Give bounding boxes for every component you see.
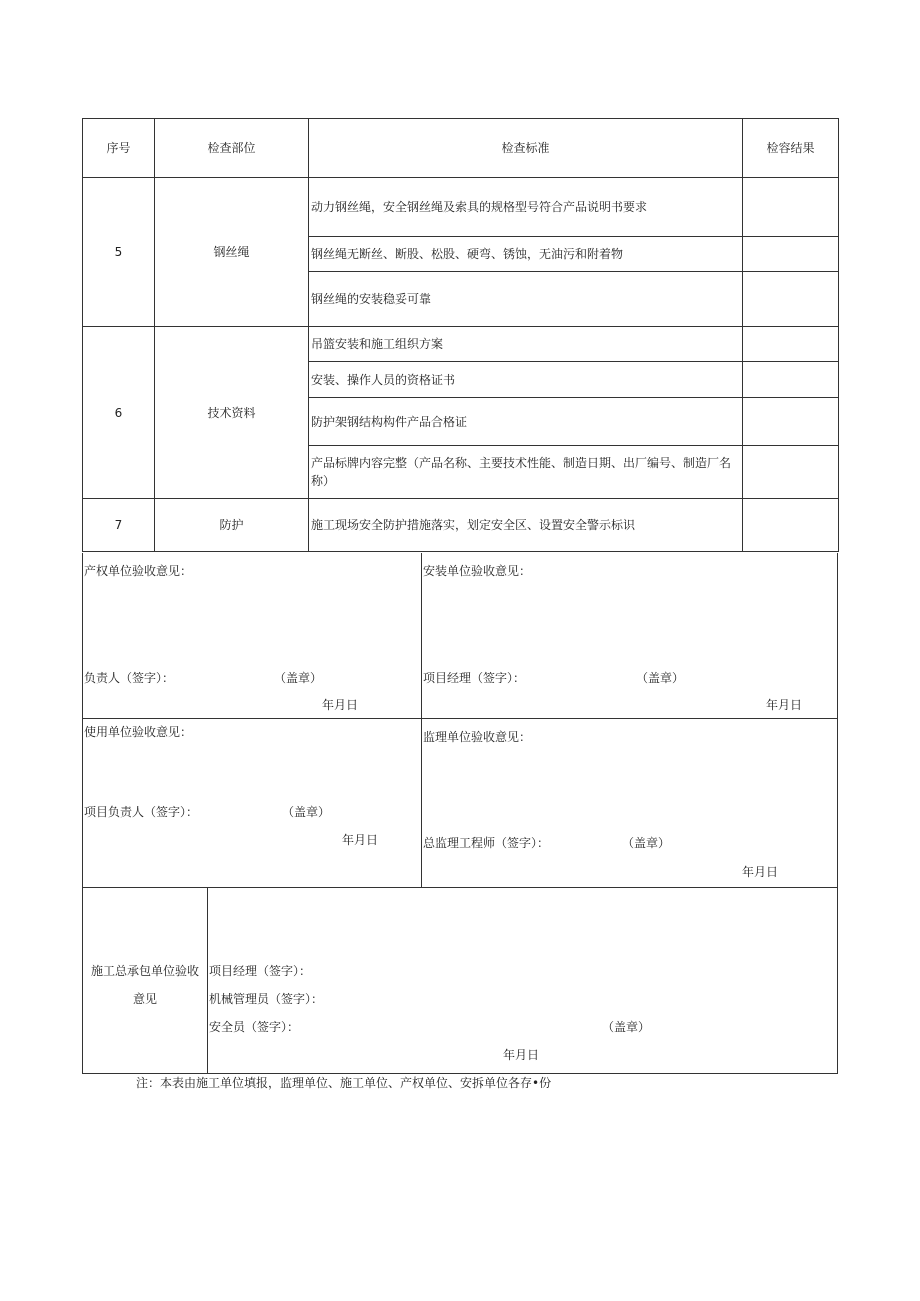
row-part: 钢丝绳 [155,178,309,327]
general-contractor-divider [207,887,208,1074]
row-standard: 钢丝绳无断丝、断股、松股、硬弯、锈蚀，无油污和附着物 [309,237,743,272]
user-unit-signer: 项目负责人（签字）： [84,805,199,819]
form-note: 注：本表由施工单位填报，监理单位、施工单位、产权单位、安拆单位各存•份 [136,1076,552,1090]
row-standard: 吊篮安装和施工组织方案 [309,327,743,362]
row-part: 技术资料 [155,327,309,499]
row-standard: 动力钢丝绳，安全钢丝绳及索具的规格型号符合产品说明书要求 [309,178,743,237]
owner-unit-date: 年月日 [322,698,359,712]
project-manager-signer: 项目经理（签字）： [209,964,312,978]
result-cell[interactable] [743,398,839,446]
inspection-table [82,118,839,552]
row-no: 6 [83,327,155,499]
header-standard: 检查标准 [309,119,743,178]
result-cell[interactable] [743,327,839,362]
row-no: 5 [83,178,155,327]
result-cell[interactable] [743,499,839,552]
general-contractor-date: 年月日 [503,1048,540,1062]
install-unit-seal: （盖章） [636,671,685,685]
supervision-unit-title: 监理单位验收意见： [423,730,532,744]
result-cell[interactable] [743,178,839,237]
user-unit-seal: （盖章） [282,805,331,819]
owner-unit-seal: （盖章） [274,671,323,685]
install-unit-title: 安装单位验收意见： [423,564,532,578]
install-unit-date: 年月日 [766,698,803,712]
general-contractor-box [82,887,838,1074]
owner-unit-title: 产权单位验收意见： [84,564,193,578]
safety-officer-signer: 安全员（签字）： [209,1020,300,1034]
row-part: 防护 [155,499,309,552]
supervision-unit-signer: 总监理工程师（签字）： [423,836,550,850]
result-cell[interactable] [743,362,839,398]
user-unit-date: 年月日 [342,833,379,847]
supervision-unit-seal: （盖章） [622,836,671,850]
table-row [83,327,839,362]
row-standard: 防护架钢结构构件产品合格证 [309,398,743,446]
table-row [83,178,839,237]
result-cell[interactable] [743,237,839,272]
row-standard: 施工现场安全防护措施落实，划定安全区、设置安全警示标识 [309,499,743,552]
general-contractor-title-line1: 施工总承包单位验收 [90,964,199,978]
general-contractor-title-line2: 意见 [132,992,157,1006]
header-no: 序号 [83,119,155,178]
table-row [83,499,839,552]
header-result: 检容结果 [743,119,839,178]
result-cell[interactable] [743,446,839,499]
user-unit-title: 使用单位验收意见： [84,725,193,739]
supervision-unit-date: 年月日 [742,865,779,879]
user-unit-box [82,718,422,888]
machinery-manager-signer: 机械管理员（签字）： [209,992,324,1006]
row-standard: 安装、操作人员的资格证书 [309,362,743,398]
row-standard: 产品标牌内容完整（产品名称、主要技术性能、制造日期、出厂编号、制造厂名称） [309,446,743,499]
row-no: 7 [83,499,155,552]
table-header-row [83,119,839,178]
header-part: 检查部位 [155,119,309,178]
general-contractor-seal: （盖章） [602,1020,651,1034]
row-standard: 钢丝绳的安装稳妥可靠 [309,272,743,327]
owner-unit-signer: 负责人（签字）： [84,671,175,685]
install-unit-signer: 项目经理（签字）： [423,671,526,685]
result-cell[interactable] [743,272,839,327]
